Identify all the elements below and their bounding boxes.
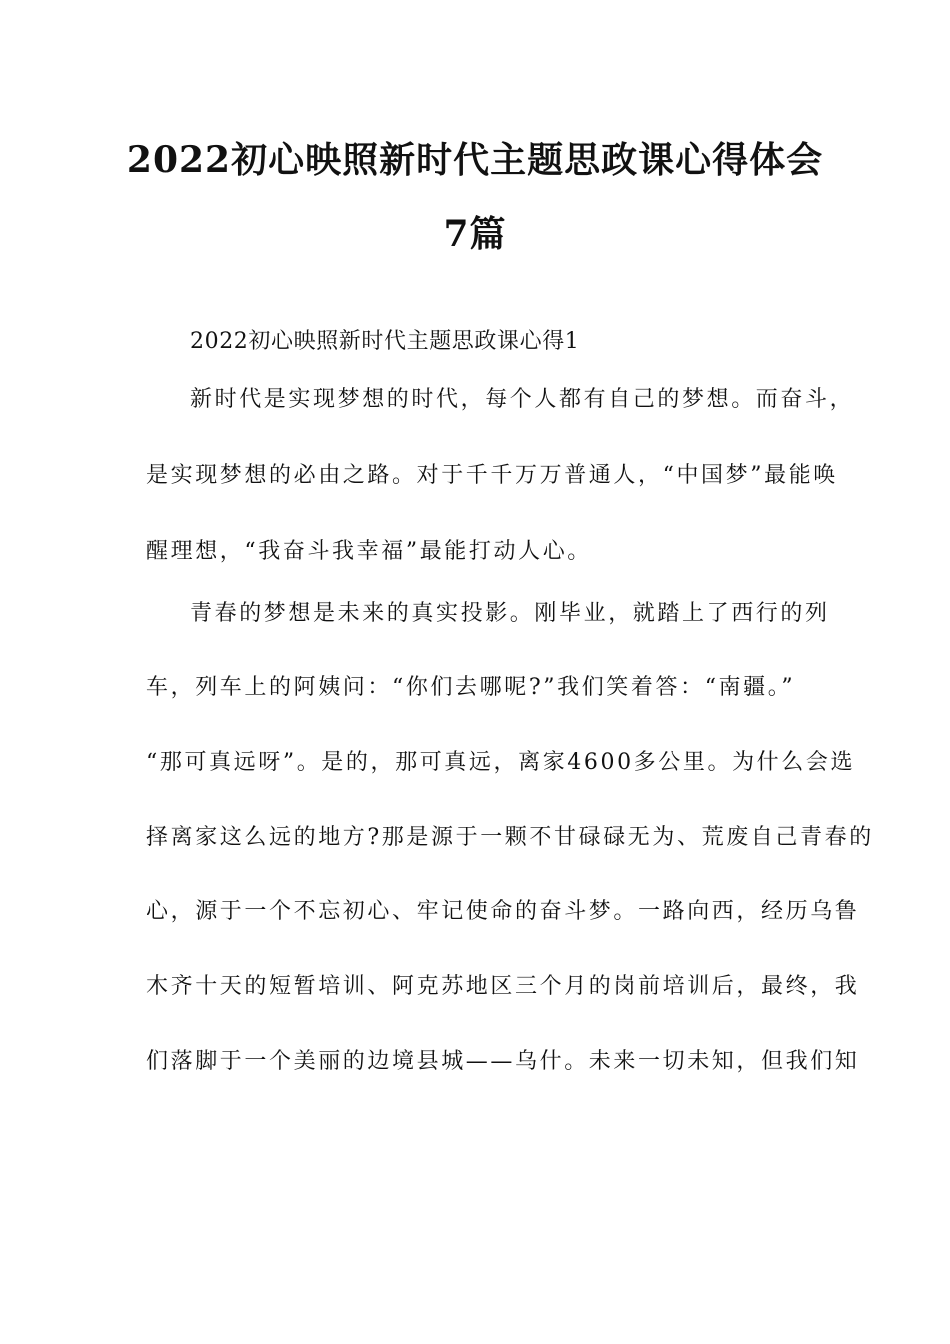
paragraph-line: 择离家这么远的地方?那是源于一颗不甘碌碌无为、荒废自己青春的	[146, 825, 874, 850]
paragraph-line: 木齐十天的短暂培训、阿克苏地区三个月的岗前培训后，最终，我	[146, 974, 860, 999]
paragraph-line: 新时代是实现梦想的时代，每个人都有自己的梦想。而奋斗，	[190, 387, 855, 412]
paragraph-line: “那可真远呀”。是的，那可真远，离家4600多公里。为什么会选	[146, 750, 856, 775]
paragraph-line: 青春的梦想是未来的真实投影。刚毕业，就踏上了西行的列	[190, 601, 830, 626]
paragraph-line: 车，列车上的阿姨问：“你们去哪呢?”我们笑着答：“南疆。”	[146, 675, 796, 700]
section-heading: 2022初心映照新时代主题思政课心得1	[190, 329, 580, 354]
document-title-continued: 7篇	[443, 213, 507, 255]
paragraph-line: 醒理想，“我奋斗我幸福”最能打动人心。	[146, 539, 592, 564]
paragraph-line: 心，源于一个不忘初心、牢记使命的奋斗梦。一路向西，经历乌鲁	[146, 899, 860, 924]
paragraph-line: 们落脚于一个美丽的边境县城——乌什。未来一切未知，但我们知	[146, 1049, 860, 1074]
document-title: 2022初心映照新时代主题思政课心得体会	[126, 139, 824, 181]
paragraph-line: 是实现梦想的必由之路。对于千千万万普通人，“中国梦”最能唤	[146, 463, 838, 488]
